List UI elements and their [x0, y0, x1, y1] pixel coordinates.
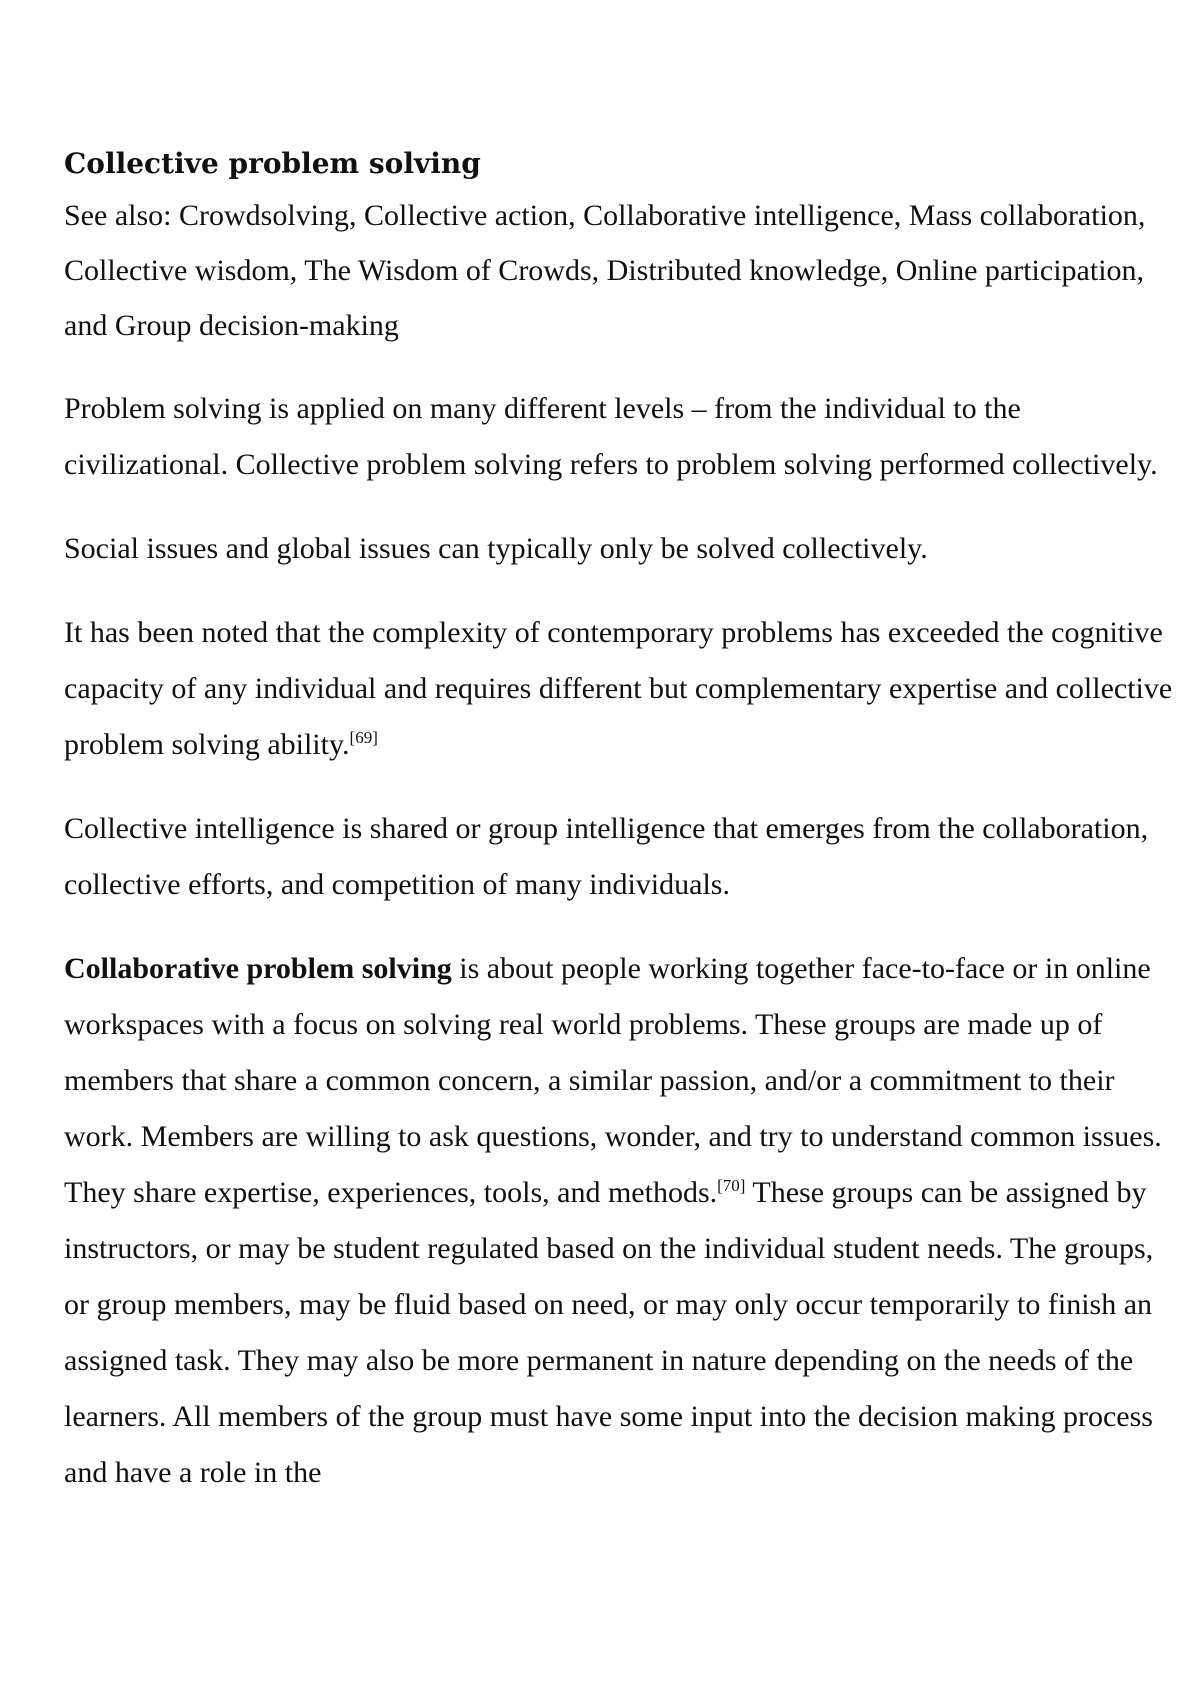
collaborative-text-b: These groups can be assigned by instructors, or may be student regulated based on the individual student needs. The groups, or group members, may be fluid based on need, or may only occur temporarily to finish an assigned task. They may also be more permanent in nature depending on the needs of the learners. All members of the group must have some input into the decision making process and have a role in the	[64, 1176, 1154, 1489]
document-page	[64, 140, 1174, 1529]
collaborative-text-a: is about people working together face-to-face or in online workspaces with a focus on solving real world problems. These groups are made up of members that share a common concern, a similar passion, and/or a commitment to their work. Members are willing to ask questions, wonder, and try to understand common issues. They share expertise, experiences, tools, and methods.	[64, 952, 1162, 1209]
reference-69[interactable]: [69]	[349, 728, 378, 747]
paragraph-complexity	[64, 605, 1174, 773]
paragraph-complexity-text: It has been noted that the complexity of contemporary problems has exceeded the cognitive capacity of any individual and requires different but complementary expertise and collective problem solving ability.	[64, 616, 1173, 761]
collaborative-term: Collaborative problem solving	[64, 952, 452, 985]
section-heading: Collective problem solving	[64, 147, 481, 180]
paragraph-collaborative	[64, 941, 1174, 1501]
paragraph-social-issues: Social issues and global issues can typically only be solved collectively.	[64, 532, 928, 565]
paragraph-levels: Problem solving is applied on many different levels – from the individual to the civilizational. Collective problem solving refers to problem solving performed collectively.	[64, 392, 1158, 481]
paragraph-collective-intelligence: Collective intelligence is shared or group intelligence that emerges from the collaboration, collective efforts, and competition of many individuals.	[64, 812, 1149, 901]
see-also-line: See also: Crowdsolving, Collective action, Collaborative intelligence, Mass collaboration, Collective wisdom, The Wisdom of Crowds, Distributed knowledge, Online participation, and Group decision-making	[64, 199, 1146, 342]
reference-70[interactable]: [70]	[717, 1176, 746, 1195]
